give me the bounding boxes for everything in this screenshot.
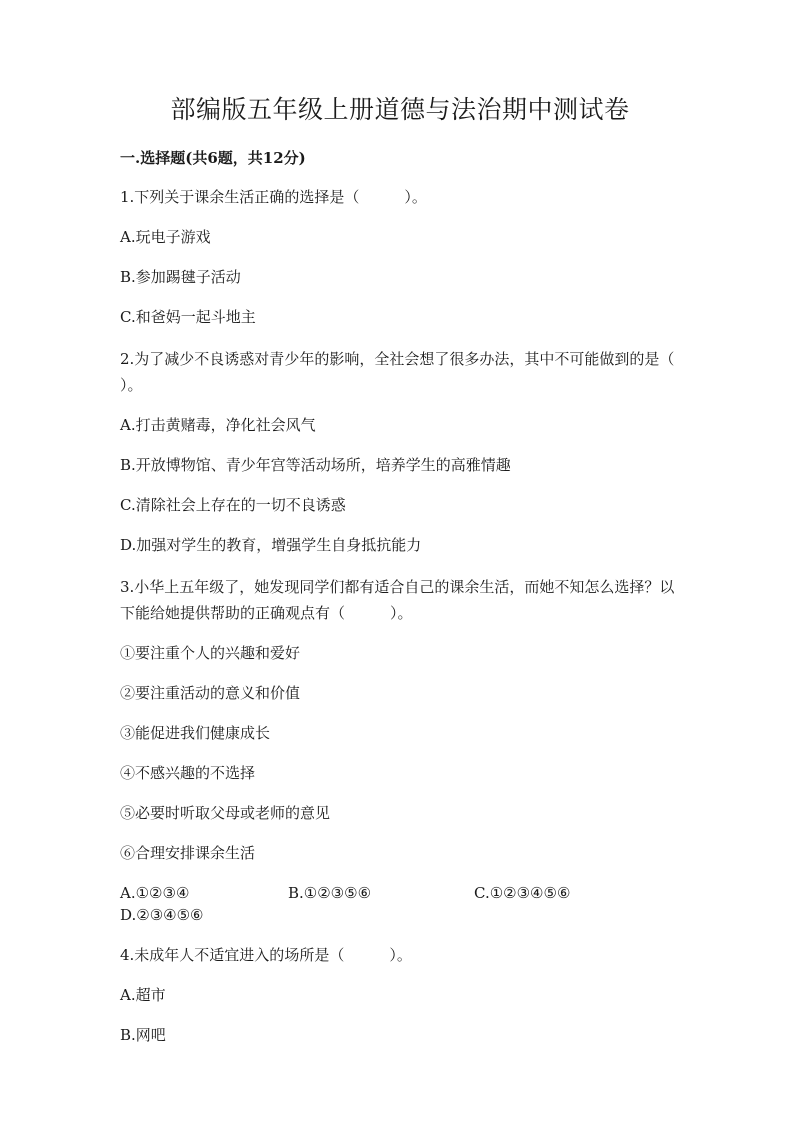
- question-2-option-d: D.加强对学生的教育，增强学生自身抵抗能力: [120, 536, 422, 554]
- question-2-option-a: A.打击黄赌毒，净化社会风气: [120, 416, 316, 434]
- question-list: [120, 186, 720, 1064]
- question-2-option-c: C.清除社会上存在的一切不良诱惑: [120, 496, 346, 514]
- question-3-statement-2: ②要注重活动的意义和价值: [120, 684, 301, 702]
- page-title: 部编版五年级上册道德与法治期中测试卷: [170, 95, 630, 124]
- question-1-stem: 1.下列关于课余生活正确的选择是（ ）。: [120, 188, 427, 206]
- question-3-statement-3: ③能促进我们健康成长: [120, 724, 271, 742]
- question-2-option-b: B.开放博物馆、青少年宫等活动场所，培养学生的高雅情趣: [120, 456, 511, 474]
- question-3-statement-4: ④不感兴趣的不选择: [120, 764, 256, 782]
- question-4-stem: 4.未成年人不适宜进入的场所是（ ）。: [120, 946, 412, 964]
- question-3-option-c: C.①②③④⑤⑥: [474, 884, 571, 902]
- question-4-option-a: A.超市: [120, 986, 166, 1004]
- question-3-statement-5: ⑤必要时听取父母或老师的意见: [120, 804, 331, 822]
- question-3-option-d: D.②③④⑤⑥: [120, 906, 204, 924]
- question-3-stem: 3.小华上五年级了，她发现同学们都有适合自己的课余生活，而她不知怎么选择？以下能给她提供帮助的正确观点有（ ）。: [120, 578, 675, 622]
- question-3-options: [120, 882, 680, 926]
- question-2-stem: 2.为了减少不良诱惑对青少年的影响，全社会想了很多办法，其中不可能做到的是（ ）。: [120, 350, 720, 394]
- question-1-option-c: C.和爸妈一起斗地主: [120, 308, 256, 326]
- question-3-option-a: A.①②③④: [120, 884, 190, 902]
- question-3-option-b: B.①②③⑤⑥: [288, 884, 372, 902]
- question-1-option-a: A.玩电子游戏: [120, 228, 211, 246]
- question-4-option-b: B.网吧: [120, 1026, 166, 1044]
- question-1-option-b: B.参加踢毽子活动: [120, 268, 241, 286]
- question-3-statement-1: ①要注重个人的兴趣和爱好: [120, 644, 301, 662]
- section-heading: 一.选择题(共6题，共12分): [120, 149, 306, 167]
- question-3-statement-6: ⑥合理安排课余生活: [120, 844, 256, 862]
